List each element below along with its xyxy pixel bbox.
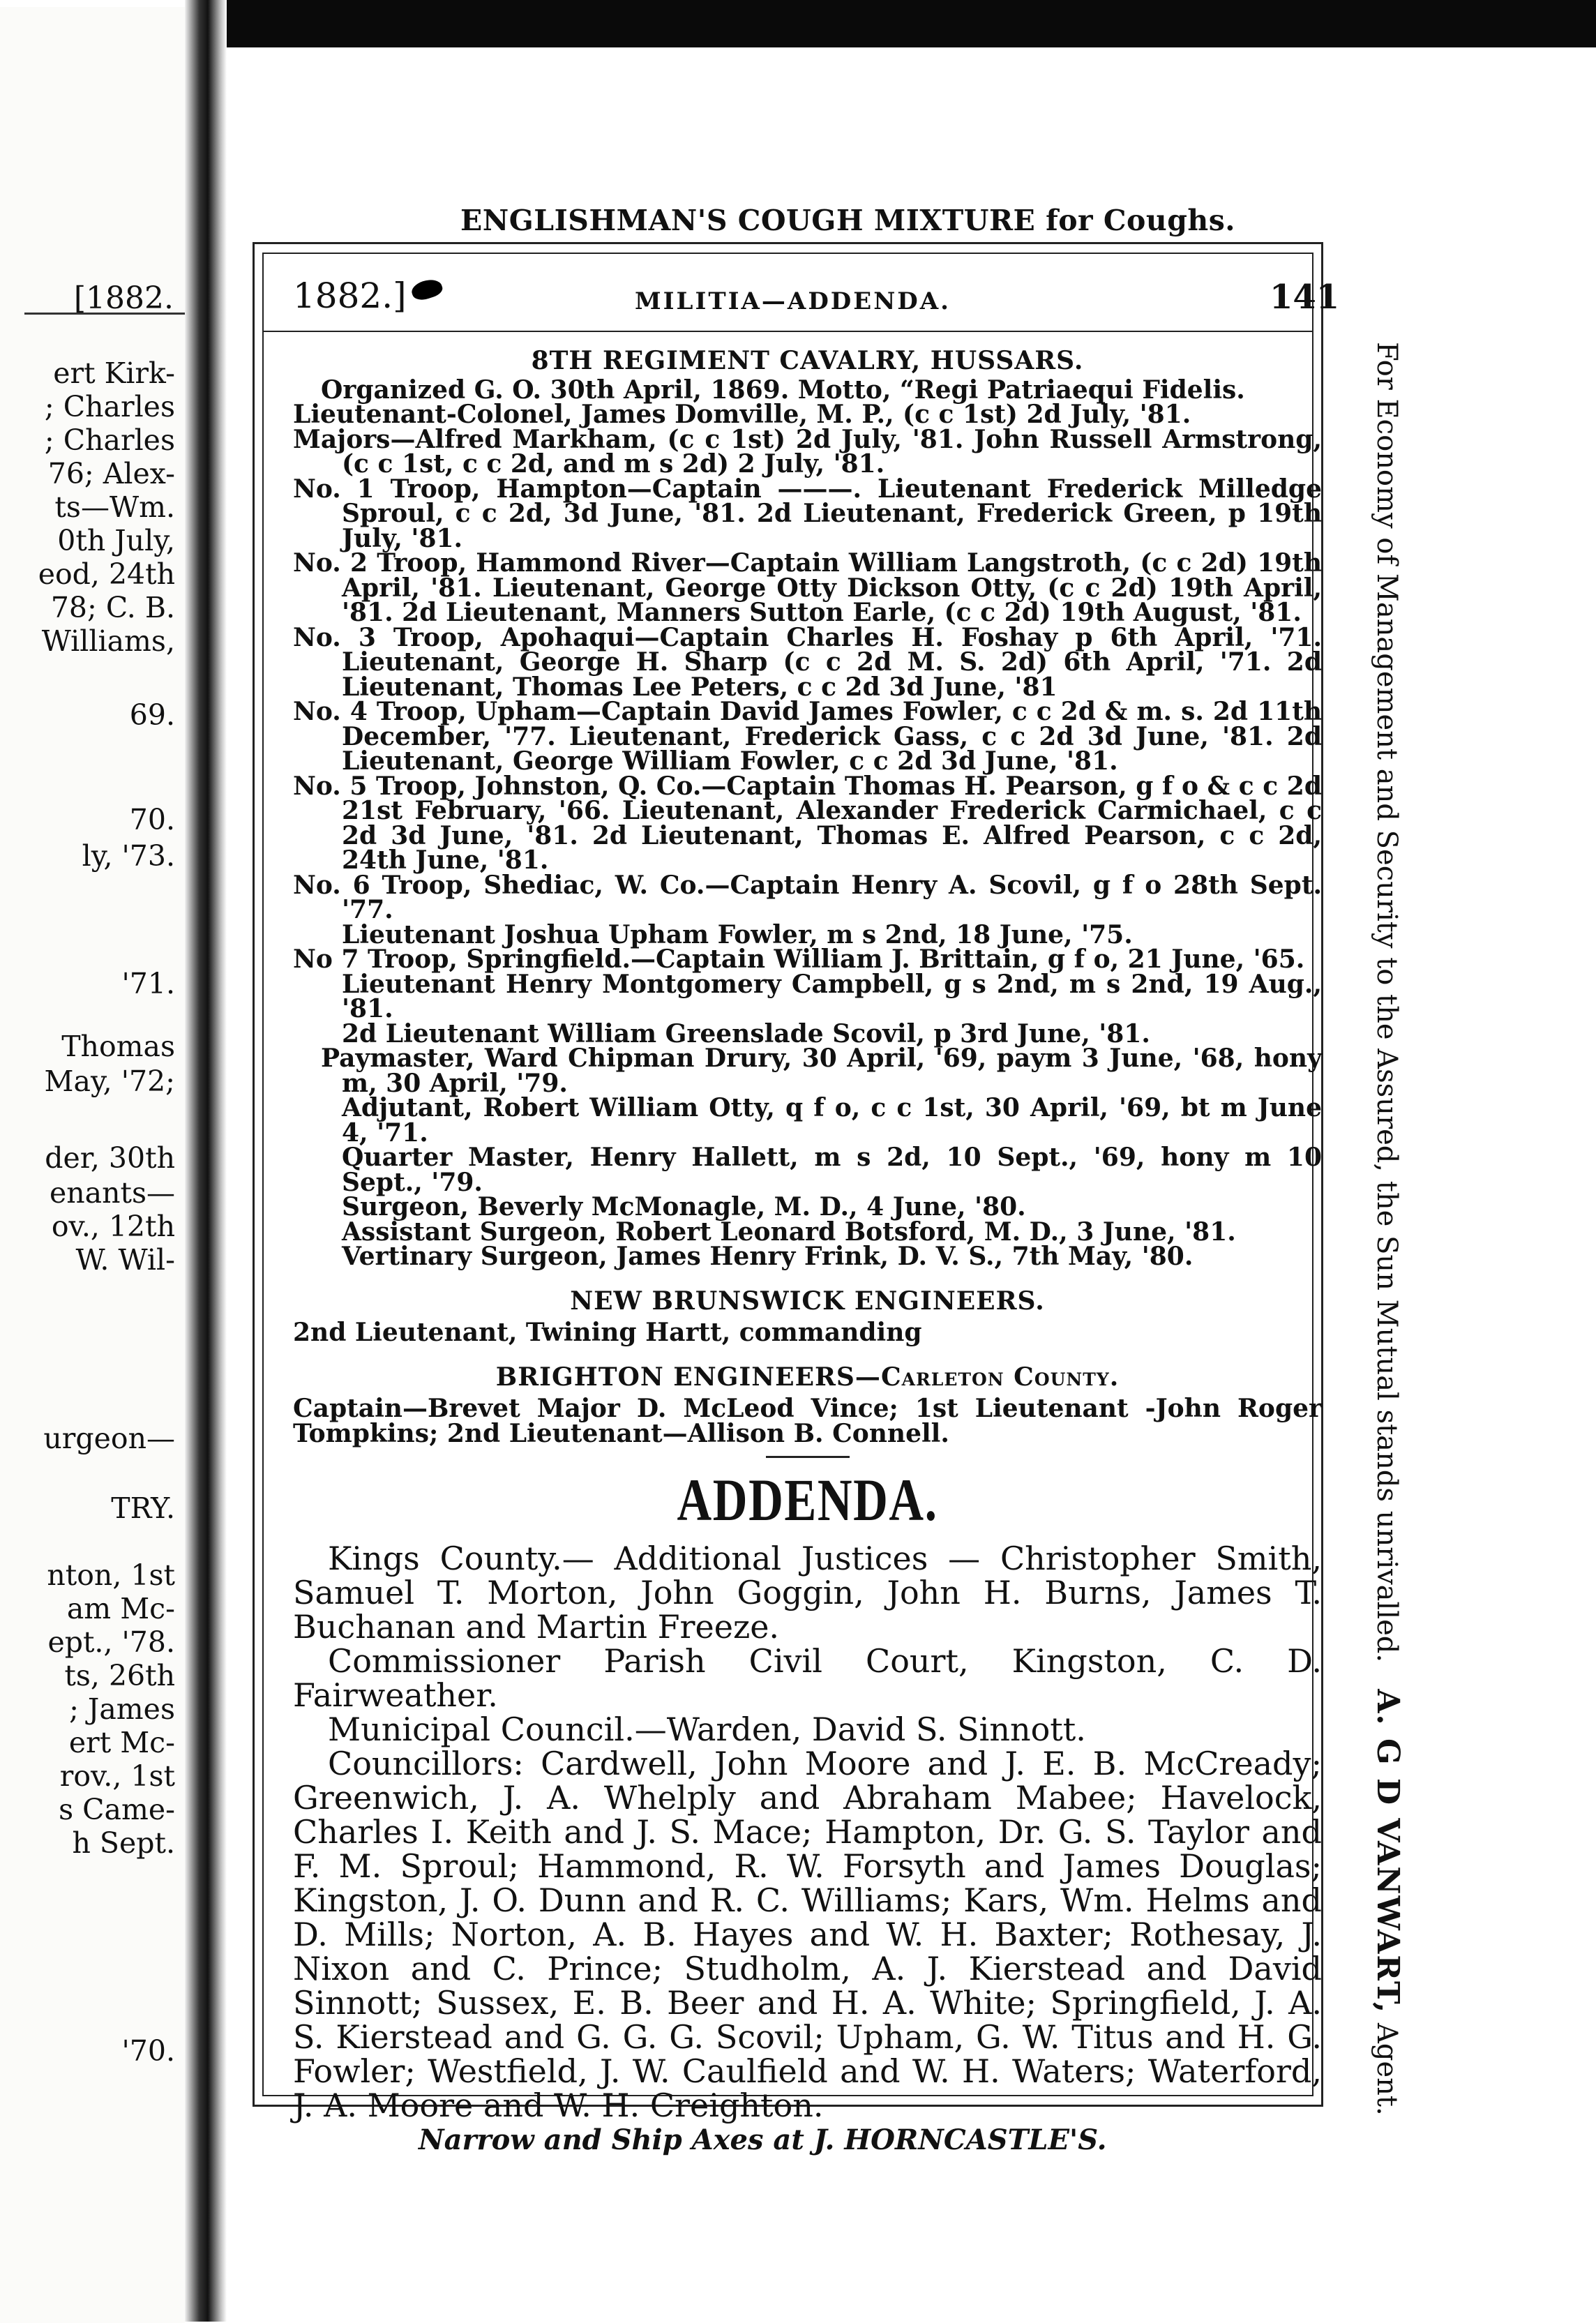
troop-entry: No. 5 Troop, Johnston, Q. Co.—Captain Thomas H. Pearson, g f o & c c 2d 21st February, '66. Lieutenant, Alexander Frederick Carmichael, c c 2d 3d June, '81. 2d Lieutenant, Thomas E. Alfred Pearson, c c 2d, 24th June, '81. <box>293 771 1322 875</box>
addenda-commissioner: Commissioner Parish Civil Court, Kingston, C. D. Fairweather. <box>293 1642 1322 1714</box>
brighton-subtitle: Carleton County. <box>880 1362 1120 1392</box>
side-ad-agent-suffix: Agent. <box>1371 2022 1403 2116</box>
county-name: Kings County. <box>328 1540 562 1577</box>
troop-entry: No. 2 Troop, Hammond River—Captain William Langstroth, (c c 2d) 19th April, '81. Lieutenant, George Otty Dickson Otty, (c c 2d) 19th April, '81. 2d Lieutenant, Manners Sutton Earle, (c c 2d) 19th August, '81. <box>293 548 1322 627</box>
troop-entry: No. 3 Troop, Apohaqui—Captain Charles H. Foshay p 6th April, '71. Lieutenant, George H. Sharp (c c 2d M. S. 2d) 6th April, '71. 2d Lieutenant, Thomas Lee Peters, c c 2d 3d June, '81 <box>293 622 1322 702</box>
facing-page-header-rule <box>24 313 185 315</box>
troop-entry: No. 4 Troop, Upham—Captain David James Fowler, c c 2d & m. s. 2d 11th December, '77. Lieutenant, Frederick Gass, c c 2d 3d June, '81. 2d Lieutenant, George William Fowler, c c 2d 3d June, '81. <box>293 697 1322 776</box>
section-heading: NEW BRUNSWICK ENGINEERS. <box>570 1286 1045 1316</box>
troop-entry-continued: Lieutenant Joshua Upham Fowler, m s 2nd, 18 June, '75. <box>342 919 1133 949</box>
facing-page-line: eod, 24th <box>38 557 175 591</box>
book-gutter <box>185 0 227 2322</box>
facing-page-line: urgeon— <box>43 1422 175 1455</box>
troop-entry: No 7 Troop, Springfield.—Captain William J. Brittain, g f o, 21 June, '65. <box>293 945 1305 974</box>
facing-page-line: ert Kirk- <box>53 356 175 390</box>
troop-entry-continued: Lieutenant Henry Montgomery Campbell, g s 2nd, m s 2nd, 19 Aug., '81. <box>342 969 1322 1023</box>
troop-entry: No. 6 Troop, Shediac, W. Co.—Captain Henry A. Scovil, g f o 28th Sept. '77. <box>293 870 1322 924</box>
staff-entry: Adjutant, Robert William Otty, q f o, c c 1st, 30 April, '69, bt m June 4, '71. <box>342 1093 1322 1148</box>
facing-page-line: 69. <box>129 698 175 732</box>
staff-entry: Vertinary Surgeon, James Henry Frink, D. V. S., 7th May, '80. <box>342 1242 1194 1271</box>
majors-entry: Majors—Alfred Markham, (c c 1st) 2d July, '81. John Russell Armstrong, (c c 1st, c c 2d, and m s 2d) 2 July, '81. <box>293 424 1322 479</box>
facing-page-line: ept., '78. <box>47 1625 175 1659</box>
facing-page-line: 78; C. B. <box>50 591 175 624</box>
facing-page-line: s Came- <box>59 1793 175 1826</box>
facing-page-line: ly, '73. <box>82 839 175 873</box>
addenda-councillors: Councillors: Cardwell, John Moore and J. E. B. McCready; Greenwich, J. A. Whelply and Abraham Mabee; Havelock, Charles I. Keith and J. S. Mace; Hampton, Dr. G. S. Taylor and F. M. Sproul; Hammond, R. W. Forsyth and James Douglas; Kingston, J. O. Dunn and R. C. Williams; Kars, Wm. Helms and D. Mills; Norton, A. B. Hayes and W. H. Baxter; Rothesay, J. Nixon and C. Prince; Studholm, A. J. Kierstead and David Sinnott; Sussex, E. B. Beer and H. A. White; Springfield, J. A. S. Kierstead and G. G. G. Scovil; Upham, G. W. Titus and H. G. Fowler; Westfield, J. W. Caulfield and W. H. Waters; Waterford, J. A. Moore and W. H. Creighton. <box>293 1745 1322 2124</box>
facing-page-line: ert Mc- <box>68 1726 175 1759</box>
section-divider <box>766 1456 850 1458</box>
brighton-title: BRIGHTON ENGINEERS— <box>495 1362 881 1392</box>
facing-page-line: Williams, <box>41 624 175 658</box>
facing-page-line: 0th July, <box>57 524 175 557</box>
facing-page-line: ; Charles <box>44 423 175 457</box>
facing-page-line: 70. <box>129 803 175 836</box>
section-heading: 8TH REGIMENT CAVALRY, HUSSARS. <box>531 346 1084 375</box>
staff-entry: Assistant Surgeon, Robert Leonard Botsford, M. D., 3 June, '81. <box>342 1217 1236 1247</box>
staff-entry: Surgeon, Beverly McMonagle, M. D., 4 June, '80. <box>342 1192 1026 1221</box>
facing-page-line: enants— <box>49 1176 175 1210</box>
facing-page-year: [1882. <box>73 280 174 316</box>
staff-entry: Paymaster, Ward Chipman Drury, 30 April, '69, paym 3 June, '68, hony m, 30 April, '79. <box>321 1044 1322 1098</box>
section-heading <box>293 1362 1322 1392</box>
facing-page-line: nton, 1st <box>47 1558 175 1592</box>
addenda-council: Municipal Council.—Warden, David S. Sinnott. <box>328 1711 1086 1748</box>
running-head-title: MILITIA—ADDENDA. <box>635 287 951 315</box>
facing-page-line: am Mc- <box>66 1592 175 1625</box>
facing-page-line: W. Wil- <box>75 1243 175 1277</box>
troop-entry: No. 1 Troop, Hampton—Captain ———. Lieutenant Frederick Milledge Sproul, c c 2d, 3d June, '81. 2d Lieutenant, Frederick Green, p 19th July, '81. <box>293 474 1322 553</box>
facing-page-line: rov., 1st <box>59 1759 175 1793</box>
addenda-justices <box>293 1542 1322 1644</box>
engineers-entry: 2nd Lieutenant, Twining Hartt, commanding <box>293 1318 922 1347</box>
top-advertisement: ENGLISHMAN'S COUGH MIXTURE for Coughs. <box>460 204 1236 237</box>
running-head-year: 1882.] <box>293 276 407 316</box>
militia-section <box>293 346 1322 1458</box>
facing-page-line: ov., 12th <box>51 1210 175 1243</box>
facing-page-line: ts, 26th <box>64 1659 175 1692</box>
header-rule <box>262 331 1313 332</box>
facing-page-fragment <box>0 7 185 2323</box>
facing-page-line: '70. <box>121 2034 175 2068</box>
addenda-heading: ADDENDA. <box>677 1466 938 1533</box>
facing-page-line: ts—Wm. <box>54 490 175 524</box>
page-number: 141 <box>1270 278 1340 317</box>
engineers-entry: Captain—Brevet Major D. McLeod Vince; 1st Lieutenant -John Roger Tompkins; 2nd Lieutenant—Allison B. Connell. <box>293 1394 1322 1448</box>
scan-top-edge <box>227 0 1596 47</box>
addenda-section <box>293 1542 1322 2123</box>
facing-page-line: May, '72; <box>44 1065 175 1098</box>
page-body <box>293 346 1322 2124</box>
facing-page-line: TRY. <box>111 1491 175 1525</box>
side-ad-agent-name: A. G D VANWART, <box>1370 1689 1406 2015</box>
facing-page-line: ; Charles <box>44 390 175 423</box>
regiment-organized: Organized G. O. 30th April, 1869. Motto, “Regi Patriaequi Fidelis. <box>321 375 1245 405</box>
lt-colonel-entry: Lieutenant-Colonel, James Domville, M. P., (c c 1st) 2d July, '81. <box>293 400 1191 429</box>
facing-page-line: der, 30th <box>45 1141 175 1175</box>
facing-page-line: '71. <box>121 967 175 1000</box>
facing-page-line: Thomas <box>61 1030 175 1063</box>
facing-page-line: ; James <box>69 1692 175 1726</box>
facing-page-line: 76; Alex- <box>47 457 175 490</box>
side-ad-text: For Economy of Management and Security to the Assured, the Sun Mutual stands unrivalled. <box>1371 342 1403 1663</box>
facing-page-line: h Sept. <box>72 1826 175 1860</box>
troop-entry-continued: 2d Lieutenant William Greenslade Scovil, p 3rd June, '81. <box>342 1018 1150 1048</box>
justices-list: — Additional Justices — Christopher Smith, Samuel T. Morton, John Goggin, John H. Burns, James T. Buchanan and Martin Freeze. <box>293 1540 1322 1646</box>
side-advertisement <box>1350 342 1406 2183</box>
staff-entry: Quarter Master, Henry Hallett, m s 2d, 10 Sept., '69, hony m 10 Sept., '79. <box>342 1143 1322 1197</box>
bottom-advertisement: Narrow and Ship Axes at J. HORNCASTLE'S. <box>419 2123 1107 2156</box>
